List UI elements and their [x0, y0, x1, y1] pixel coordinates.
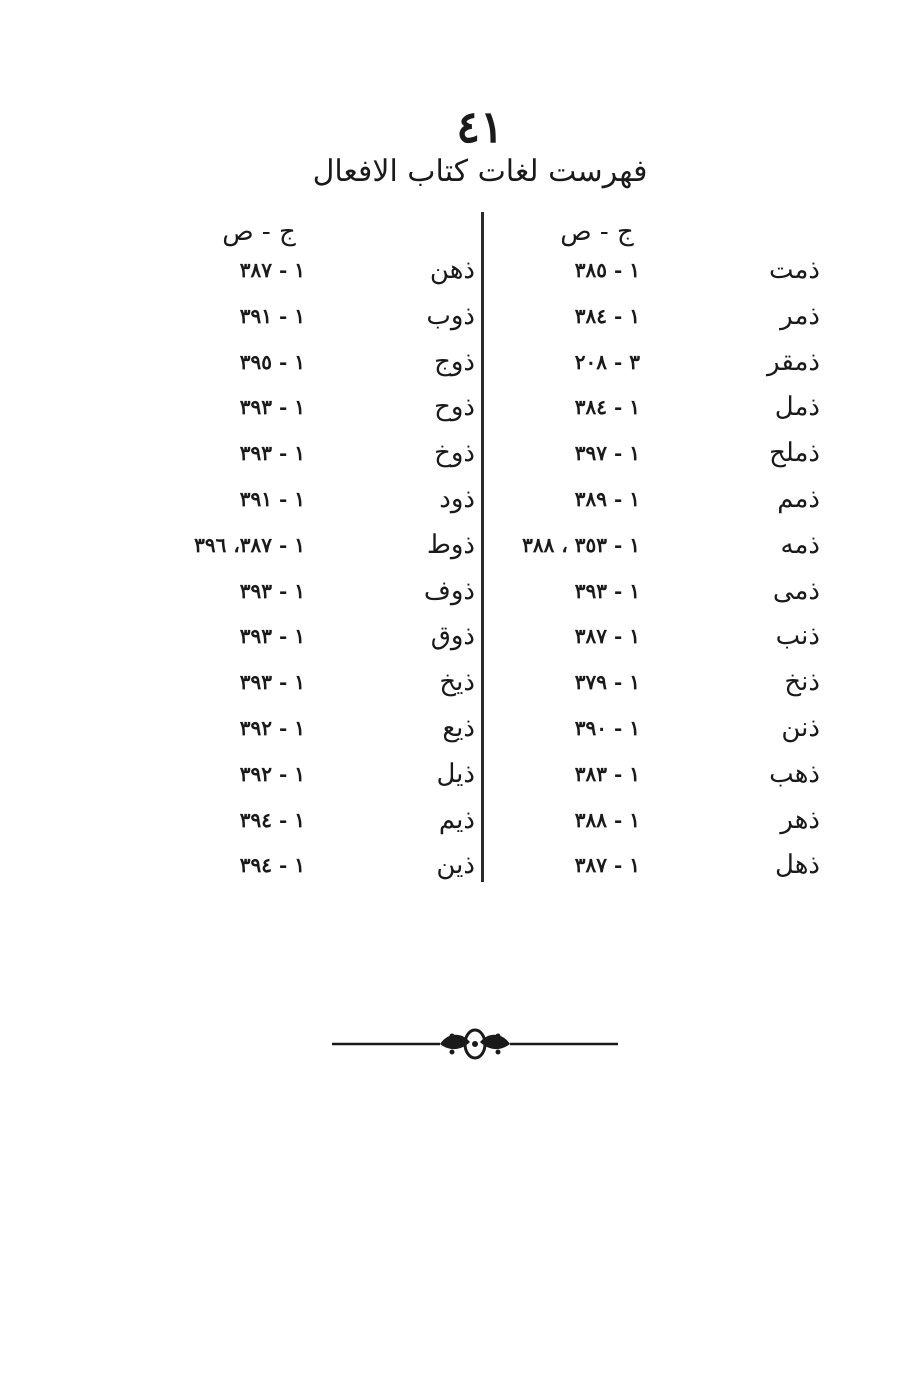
entry-reference: ١ - ٣٩٣ — [574, 578, 640, 603]
entry-word: ذنب — [775, 621, 820, 652]
entry-reference: ١ - ٣٩٢ — [239, 716, 305, 740]
right-column-entry — [490, 845, 820, 885]
entry-reference: ١ - ٣٩٣ — [239, 578, 305, 603]
left-column-entry — [150, 250, 475, 290]
left-column-entry — [150, 525, 475, 565]
entry-word: ذيع — [442, 713, 475, 743]
left-column-entry — [150, 754, 475, 794]
right-column-entry — [490, 387, 820, 427]
right-column-entry — [490, 616, 820, 656]
entry-reference: ١ - ٣٩٥ — [239, 349, 305, 374]
entry-word: ذمر — [780, 300, 820, 331]
column-divider — [481, 212, 484, 882]
right-column-entry — [490, 433, 820, 473]
entry-reference: ١ - ٣٩٣ — [239, 395, 305, 420]
entry-word: ذوق — [430, 621, 475, 652]
entry-reference: ١ - ٣٩١ — [239, 303, 305, 328]
entry-word: ذمت — [768, 255, 820, 285]
right-column-entry — [490, 754, 820, 794]
entry-word: ذوح — [434, 392, 475, 423]
entry-reference: ١ - ٣٨٧ — [574, 853, 640, 878]
ornament-divider — [330, 1022, 620, 1066]
entry-word: ذوخ — [434, 438, 475, 469]
entry-word: ذهل — [775, 850, 820, 881]
entry-word: ذوب — [426, 300, 475, 331]
entry-reference: ١ - ٣٨٤ — [574, 303, 640, 328]
entry-word: ذمى — [772, 575, 820, 606]
entry-word: ذمم — [777, 484, 820, 514]
entry-reference: ١ - ٣٨٧ — [574, 624, 640, 649]
right-column-entry — [490, 250, 820, 290]
right-column-entry — [490, 479, 820, 519]
left-column-entry — [150, 800, 475, 840]
entry-word: ذهر — [780, 804, 820, 835]
entry-word: ذيل — [436, 758, 475, 789]
left-column-entry — [150, 479, 475, 519]
entry-reference: ١ - ٣٨٧، ٣٩٦ — [194, 532, 305, 557]
entry-word: ذوج — [434, 346, 475, 377]
entry-reference: ١ - ٣٥٣ ، ٣٨٨ — [522, 532, 640, 557]
entry-reference: ٣ - ٢٠٨ — [574, 349, 640, 374]
entry-word: ذيم — [438, 804, 475, 835]
right-column-entry — [490, 708, 820, 748]
entry-word: ذمه — [780, 529, 820, 560]
left-column-entry — [150, 662, 475, 702]
left-column-header: ج - ص — [222, 217, 296, 247]
left-column-entry — [150, 571, 475, 611]
entry-reference: ١ - ٣٨٧ — [239, 258, 305, 282]
entry-reference: ١ - ٣٩٣ — [239, 624, 305, 649]
left-column-entry — [150, 433, 475, 473]
entry-reference: ١ - ٣٩١ — [239, 487, 305, 511]
entry-word: ذهب — [769, 758, 820, 789]
entry-word: ذوط — [426, 529, 475, 560]
entry-word: ذهن — [429, 255, 475, 285]
page-title: فهرست لغات كتاب الافعال — [312, 154, 648, 189]
entry-reference: ١ - ٣٨٨ — [574, 807, 640, 832]
right-column-entry — [490, 525, 820, 565]
right-column-entry — [490, 800, 820, 840]
entry-word: ذيخ — [439, 667, 475, 698]
left-column-entry — [150, 845, 475, 885]
entry-word: ذوف — [423, 575, 475, 606]
right-column-entry — [490, 662, 820, 702]
left-column-entry — [150, 616, 475, 656]
entry-reference: ١ - ٣٨٤ — [574, 395, 640, 420]
entry-reference: ١ - ٣٩٤ — [239, 853, 305, 878]
right-column-header: ج - ص — [560, 217, 634, 247]
entry-reference: ١ - ٣٨٩ — [574, 487, 640, 511]
entry-reference: ١ - ٣٩٣ — [239, 670, 305, 695]
left-column-entry — [150, 708, 475, 748]
entry-reference: ١ - ٣٩٢ — [239, 761, 305, 786]
entry-reference: ١ - ٣٨٣ — [574, 761, 640, 786]
left-column-entry — [150, 387, 475, 427]
entry-word: ذنن — [781, 713, 820, 743]
entry-word: ذود — [439, 484, 475, 514]
entry-reference: ١ - ٣٩٣ — [239, 441, 305, 466]
right-column-entry — [490, 342, 820, 382]
entry-word: ذين — [436, 850, 475, 881]
left-column-entry — [150, 342, 475, 382]
entry-reference: ١ - ٣٩٠ — [574, 716, 640, 740]
entry-word: ذنخ — [784, 667, 820, 698]
left-column-entry — [150, 296, 475, 336]
right-column-entry — [490, 296, 820, 336]
entry-word: ذملح — [769, 438, 820, 469]
entry-reference: ١ - ٣٩٤ — [239, 807, 305, 832]
entry-reference: ١ - ٣٨٥ — [574, 258, 640, 282]
entry-word: ذمل — [774, 392, 820, 423]
page-number: ٤١ — [456, 102, 504, 153]
right-column-entry — [490, 571, 820, 611]
entry-reference: ١ - ٣٩٧ — [574, 441, 640, 466]
entry-reference: ١ - ٣٧٩ — [574, 670, 640, 695]
entry-word: ذمقر — [766, 346, 820, 377]
